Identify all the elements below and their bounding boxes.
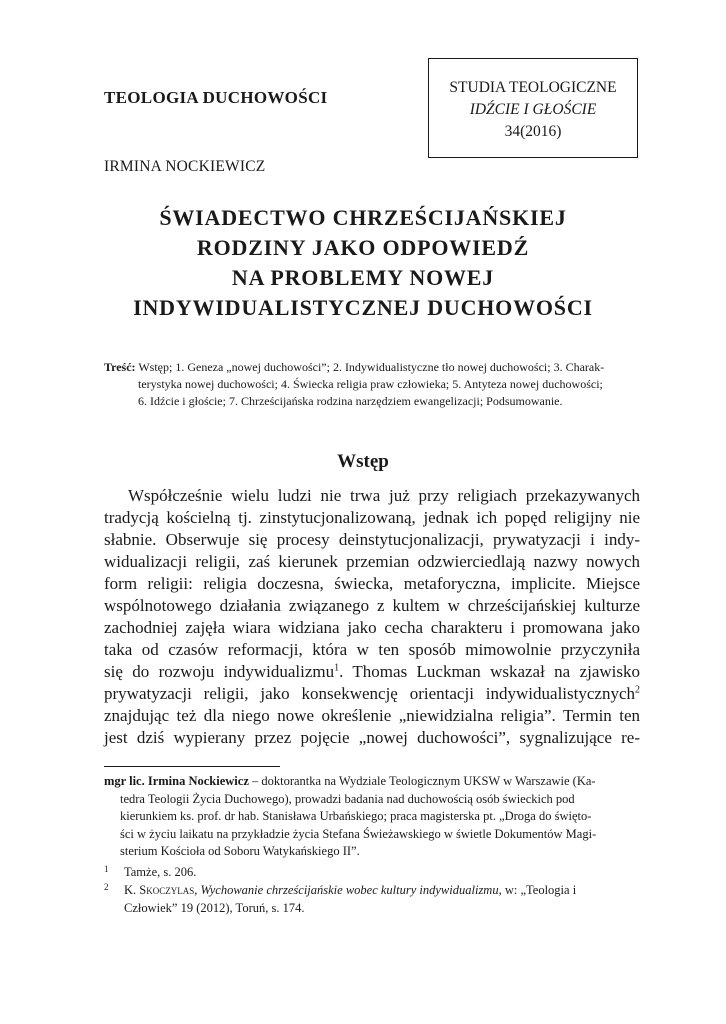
footnote-number: 2 xyxy=(104,882,109,892)
footnote-text: Człowiek” 19 (2012), Toruń, s. 174. xyxy=(124,900,305,915)
journal-issue: 34(2016) xyxy=(504,123,562,140)
body-text-segment: . Thomas Luckman wskazał na zjawisko xyxy=(339,662,640,681)
author-note-line: kierunkiem ks. prof. dr hab. Stanisława Urbańskiego; praca magisterska pt. „Droga do święto- xyxy=(120,809,592,823)
title-line: INDYWIDUALISTYCZNEJ DUCHOWOŚCI xyxy=(133,295,593,320)
author-note-text: – doktorantka na Wydziale Teologicznym UKSW w Warszawie (Ka- xyxy=(248,774,596,788)
footnote-author: K. Skoczylas xyxy=(124,883,195,897)
body-line xyxy=(104,661,640,683)
title-line: RODZINY JAKO ODPOWIEDŹ xyxy=(196,235,530,260)
section-label: TEOLOGIA DUCHOWOŚCI xyxy=(104,88,328,107)
footnote-text: , w: „Teologia i xyxy=(498,883,577,897)
body-line: jest dziś wypierany przez pojęcie „nowej duchowości”, sygnalizujące re- xyxy=(104,728,640,747)
body-text-segment: się do rozwoju indywidualizmu xyxy=(104,662,335,681)
journal-info-box xyxy=(428,58,638,158)
body-line: tradycją kościelną tj. zinstytucjonalizowaną, jednak ich popęd religijny nie xyxy=(104,508,640,527)
article-title xyxy=(80,203,646,323)
author-note-name: mgr lic. Irmina Nockiewicz xyxy=(104,774,249,788)
body-line: Współcześnie wielu ludzi nie trwa już przy religiach przekazywanych xyxy=(128,486,640,505)
body-line: słabnie. Obserwuje się procesy deinstytucjonalizacji, prywatyzacji i indy- xyxy=(104,530,640,549)
author-note-line: ści w życiu laikatu na przykładzie życia Stefana Świeżawskiego w świetle Dokumentów Magi- xyxy=(120,826,597,841)
contents-line: 6. Idźcie i głoście; 7. Chrześcijańska rodzina narzędziem ewangelizacji; Podsumowanie. xyxy=(138,394,563,408)
body-line: form religii: religia doczesna, świecka, metaforyczna, implicite. Miejsce xyxy=(104,574,640,593)
section-heading: Wstęp xyxy=(337,451,389,472)
footnote-divider xyxy=(104,766,280,767)
author-note-line: sterium Kościoła od Soboru Watykańskiego II”. xyxy=(120,844,360,858)
body-line: wspólnotowego działania związanego z kultem w chrześcijańskiej kulturze xyxy=(104,596,640,615)
footnote-ref[interactable]: 1 xyxy=(334,662,340,674)
body-line: widualizacji religii, zaś kierunek przemian odzwierciedlają nazwy nowych xyxy=(104,552,640,571)
author-note-line: tedra Teologii Życia Duchowego), prowadzi badania nad duchowością osób świeckich pod xyxy=(120,791,575,806)
footnote-text: Tamże, s. 206. xyxy=(124,865,197,879)
journal-name: STUDIA TEOLOGICZNE xyxy=(449,79,617,96)
footnote-2 xyxy=(104,882,636,917)
body-line: zachodniej zajęła wiara widziana jako cecha charakteru i promowana jako xyxy=(104,618,640,637)
contents-label: Treść: xyxy=(104,360,136,374)
body-line xyxy=(104,683,640,705)
table-of-contents xyxy=(104,359,634,410)
body-text-segment: prywatyzacji religii, jako konsekwencję orientacji indywidualistycznych xyxy=(104,684,635,703)
footnote-ref[interactable]: 2 xyxy=(635,684,640,696)
title-line: NA PROBLEMY NOWEJ xyxy=(231,265,495,290)
body-line: znajdując też dla niego nowe określenie „niewidzialna religia”. Termin ten xyxy=(104,706,640,725)
footnote-1 xyxy=(104,864,636,882)
footnote-number: 1 xyxy=(104,864,109,874)
footnote-work-title: Wychowanie chrześcijańskie wobec kultury indywidualizmu xyxy=(200,883,499,897)
footnote-separator: , xyxy=(194,883,201,897)
journal-subtitle: IDŹCIE I GŁOŚCIE xyxy=(469,101,597,118)
contents-line: Wstęp; 1. Geneza „nowej duchowości”; 2. Indywidualistyczne tło nowej duchowości; 3. Charak- xyxy=(138,360,605,374)
author-name: IRMINA NOCKIEWICZ xyxy=(104,158,266,175)
body-paragraph xyxy=(104,485,640,749)
contents-line: terystyka nowej duchowości; 4. Świecka religia praw człowieka; 5. Antyteza nowej duchowości; xyxy=(138,377,603,391)
author-note xyxy=(104,773,636,861)
body-line: taka od czasów reformacji, która w ten sposób mimowolnie przyczyniła xyxy=(104,640,640,659)
title-line: ŚWIADECTWO CHRZEŚCIJAŃSKIEJ xyxy=(159,205,567,230)
